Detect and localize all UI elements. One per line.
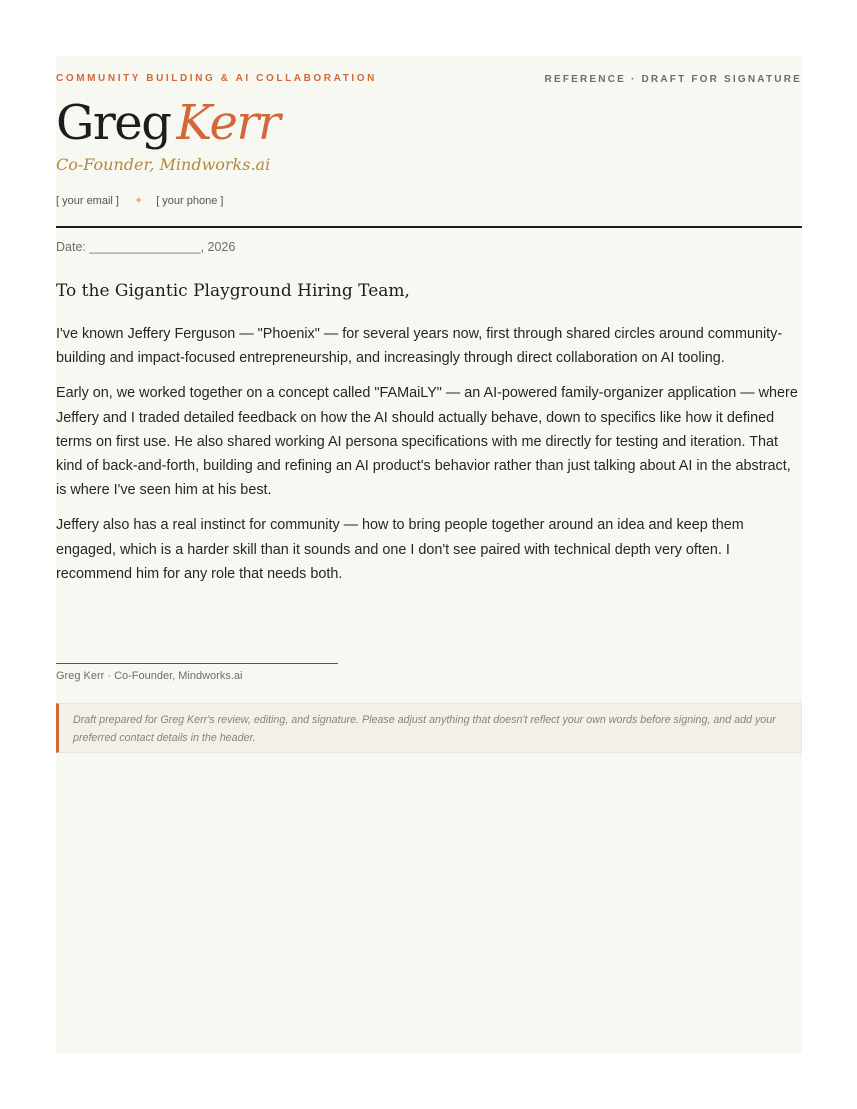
author-role: Co-Founder, Mindworks.ai: [56, 155, 271, 174]
letter-page: [56, 56, 802, 1053]
date-line: Date: ________________, 2026: [56, 240, 236, 254]
signature-line: [56, 663, 338, 664]
body-paragraph: Jeffery also has a real instinct for community — how to bring people together around an idea and keep them engaged, which is a harder skill than it sounds and one I don't see paired with technical depth very often. I recommend him for any role that needs both.: [56, 517, 744, 582]
last-name: Kerr: [176, 95, 280, 151]
letter-body: [56, 322, 802, 597]
author-name: [56, 92, 279, 154]
phone-placeholder: [ your phone ]: [156, 194, 224, 207]
sparkle-icon: ✦: [133, 195, 144, 207]
header-divider: [56, 226, 802, 228]
first-name: Greg: [56, 95, 171, 151]
body-paragraph: Early on, we worked together on a concept called "FAMaiLY" — an AI-powered family-organizer application — where Jeffery and I traded detailed feedback on how the AI should actually behave, down to specifics like how it defined terms on first use. He also shared working AI persona specifications with me directly for testing and iteration. That kind of back-and-forth, building and refining an AI product's behavior rather than just talking about AI in the abstract, is where I've seen him at his best.: [56, 385, 798, 499]
salutation: To the Gigantic Playground Hiring Team,: [56, 281, 410, 301]
eyebrow-label: COMMUNITY BUILDING & AI COLLABORATION: [56, 73, 377, 84]
contact-line: [56, 194, 223, 207]
draft-note: Draft prepared for Greg Kerr's review, editing, and signature. Please adjust anything that doesn't reflect your own words before signing, and add your preferred contact details in the header.: [56, 703, 802, 753]
body-paragraph: I've known Jeffery Ferguson — "Phoenix" — for several years now, first through shared circles around community-building and impact-focused entrepreneurship, and increasingly through direct collaboration on AI tooling.: [56, 326, 783, 367]
reference-label: REFERENCE · DRAFT FOR SIGNATURE: [544, 74, 802, 85]
signature-caption: Greg Kerr · Co-Founder, Mindworks.ai: [56, 670, 243, 682]
email-placeholder: [ your email ]: [56, 194, 119, 207]
